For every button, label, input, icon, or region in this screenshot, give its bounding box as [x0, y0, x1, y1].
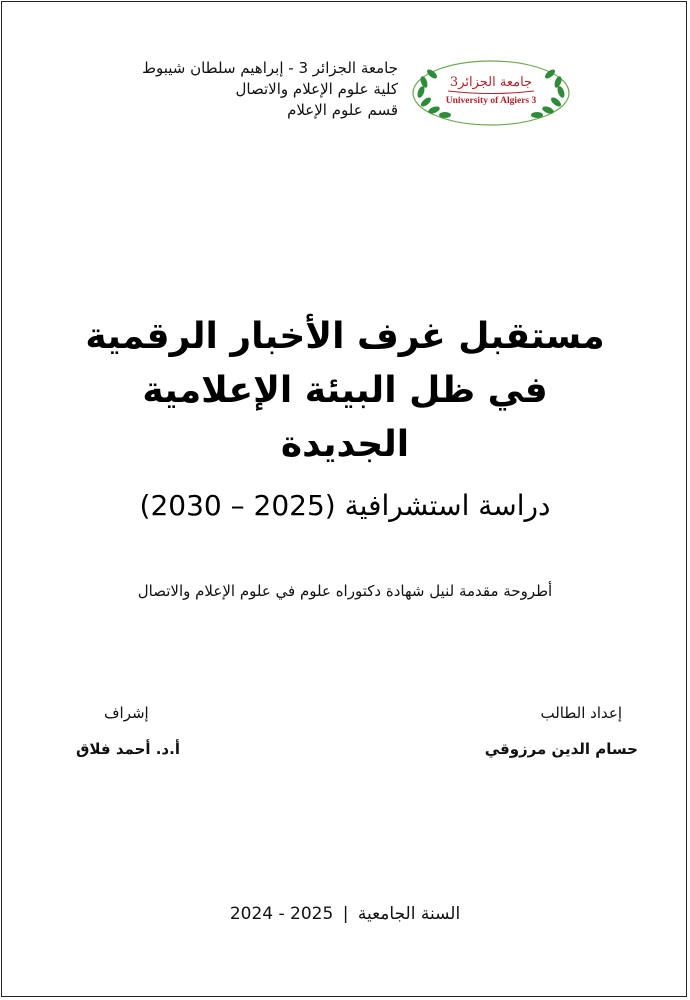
- academic-year-value: 2024 - 2025: [229, 904, 334, 924]
- title-line-3: الجديدة: [280, 424, 410, 465]
- svg-text:University of Algiers 3: University of Algiers 3: [445, 96, 537, 106]
- thesis-title: [0, 310, 690, 472]
- academic-year-label: السنة الجامعية: [357, 904, 461, 924]
- supervisor-label: إشراف: [104, 704, 149, 722]
- title-line-1: مستقبل غرف الأخبار الرقمية: [85, 316, 605, 357]
- supervisor-name: أ.د. أحمد فلاق: [76, 740, 180, 758]
- prepared-by-label: إعداد الطالب: [540, 704, 622, 722]
- university-logo: [408, 58, 574, 128]
- academic-year: [0, 904, 690, 924]
- svg-text:جامعة الجزائر3: جامعة الجزائر3: [449, 75, 533, 90]
- department-name: قسم علوم الإعلام: [287, 101, 398, 119]
- degree-statement: أطروحة مقدمة لنيل شهادة دكتوراه علوم في علوم الإعلام والاتصال: [137, 582, 553, 600]
- student-name: حسام الدين مرزوقي: [484, 740, 638, 758]
- university-name: جامعة الجزائر 3 - إبراهيم سلطان شيبوط: [142, 59, 398, 77]
- faculty-name: كلية علوم الإعلام والاتصال: [235, 80, 398, 98]
- thesis-subtitle: دراسة استشرافية (2025 – 2030): [139, 489, 551, 522]
- title-line-2: في ظل البيئة الإعلامية: [142, 370, 548, 411]
- institution-header: [142, 58, 398, 121]
- academic-year-separator: |: [342, 904, 349, 924]
